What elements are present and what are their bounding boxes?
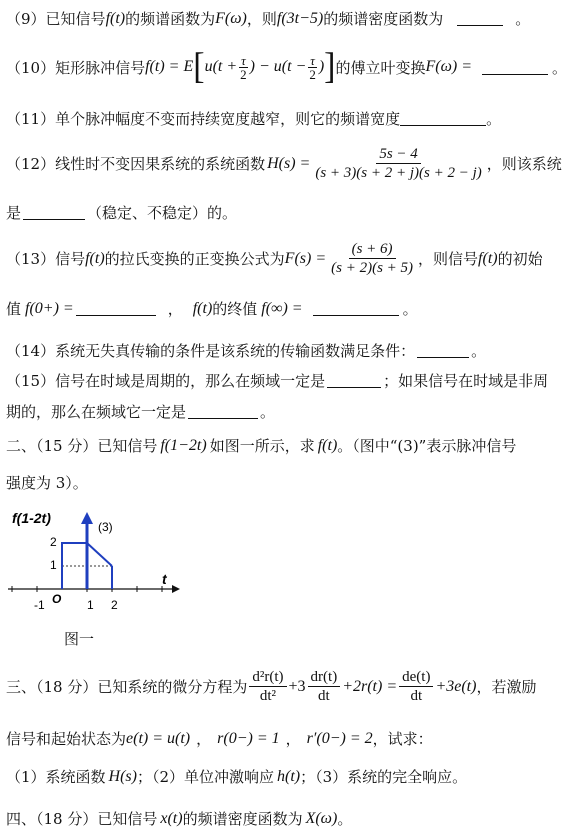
answer-blank[interactable] — [188, 404, 258, 419]
question-12-cont: 是 （稳定、不稳定）的。 — [6, 204, 238, 222]
answer-blank[interactable] — [76, 301, 156, 316]
first-derivative-fraction: $\frac{dr(t)}{dt}$ — [308, 668, 341, 705]
answer-blank[interactable] — [482, 60, 548, 75]
tau-over-2: $\frac{\tau}{2}$ — [309, 52, 316, 82]
figure-origin-label: O — [52, 592, 62, 606]
answer-blank[interactable] — [313, 301, 399, 316]
tick-label-y-2: 2 — [50, 535, 57, 549]
ramp-segment — [87, 543, 112, 566]
answer-blank[interactable] — [457, 11, 503, 26]
figure-caption: 图一 — [64, 630, 95, 648]
figure-axes — [8, 566, 180, 593]
answer-blank[interactable] — [327, 373, 381, 388]
figure-impulse-label: (3) — [98, 520, 113, 534]
laplace-fraction: $\frac{(s + 6)}{(s + 2)(s + 5)}$ — [331, 241, 414, 276]
tick-label-x-1: 1 — [87, 598, 94, 612]
figure-x-label: t — [162, 571, 167, 587]
problem-4: 四、（18 分）已知信号 x(t) 的频谱密度函数为 X(ω) 。 — [6, 809, 353, 828]
figure-one — [4, 505, 204, 655]
question-15-cont: 期的，那么在频域它一定是 。 — [6, 403, 276, 421]
impulse-arrow — [81, 512, 93, 524]
question-15: （15） 信号在时域是周期的，那么在频域一定是 ；如果信号在时域是非周 — [6, 372, 549, 390]
tick-label-x-minus1: -1 — [34, 598, 45, 612]
question-13: （13） 信号 f(t) 的拉氏变换的正变换公式为 F(s) = $\frac{(s + 6)}{(s + 2)(s + 5)}$ ，则信号 f(t) 的初始 — [6, 241, 543, 276]
input-derivative-fraction: $\frac{de(t)}{dt}$ — [399, 668, 433, 705]
answer-blank[interactable] — [23, 205, 85, 220]
question-13-cont: 值 f(0 + ) = ， f(t) 的终值 f(∞) = 。 — [6, 299, 418, 318]
question-14: （14） 系统无失真传输的条件是该系统的传输函数满足条件： 。 — [6, 342, 487, 360]
problem-3: 三、（18 分）已知系统的微分方程为 $\frac{\text{d²r(t)}}{\text{dt²}}$ +3 $\frac{dr(t)}{dt}$ +2r(t) = $\frac{de(t)}{dt}$ +3e(t) ，若激励 — [6, 669, 537, 704]
x-axis-arrow — [172, 585, 180, 593]
second-derivative-fraction: $\frac{\text{d²r(t)}}{\text{dt²}}$ — [249, 668, 286, 705]
answer-blank[interactable] — [400, 111, 486, 126]
question-10: （10） 矩形脉冲信号 f(t) = E [ u(t + $\frac{\tau}{2}$ ) − u(t − $\frac{\tau}{2}$ ) ] 的傅立叶变换 F(ω) = 。 — [6, 46, 568, 87]
right-bracket: ] — [324, 46, 336, 87]
question-12: （12） 线性时不变因果系统的系统函数 H(s) = $\frac{5s - 4}{(s + 3)(s + 2 + j)(s + 2 - j)}$ ，则该系统 — [6, 146, 562, 181]
problem-2-cont: 强度为 3）。 — [6, 474, 88, 492]
problem-3-cont: 信号和起始状态为 e(t) = u(t) ， r(0 − ) = 1 ， r′(0 − ) = 2 ，试求： — [6, 729, 433, 748]
transfer-fraction: $\frac{5s - 4}{(s + 3)(s + 2 + j)(s + 2 - j)}$ — [315, 146, 482, 181]
tau-over-2: $\frac{\tau}{2}$ — [240, 52, 247, 82]
question-9: （9） 已知信号 f(t) 的频谱函数为 F(ω) ，则 f(3t−5) 的频谱密度函数为 。 — [6, 9, 531, 28]
answer-blank[interactable] — [417, 343, 469, 358]
tick-label-x-2: 2 — [111, 598, 118, 612]
problem-2: 二、（15 分）已知信号 f(1−2t) 如图一所示，求 f(t) 。（图中“(3)”表示脉冲信号 — [6, 436, 517, 455]
tick-label-y-1: 1 — [50, 558, 57, 572]
question-11: （11） 单个脉冲幅度不变而持续宽度越窄，则它的频谱宽度 。 — [6, 110, 502, 128]
left-bracket: [ — [193, 46, 205, 87]
problem-3-questions: （1）系统函数 H(s) ；（2）单位冲激响应 h(t) ；（3）系统的完全响应。 — [6, 767, 468, 786]
figure-y-label: f(1-2t) — [12, 510, 51, 526]
